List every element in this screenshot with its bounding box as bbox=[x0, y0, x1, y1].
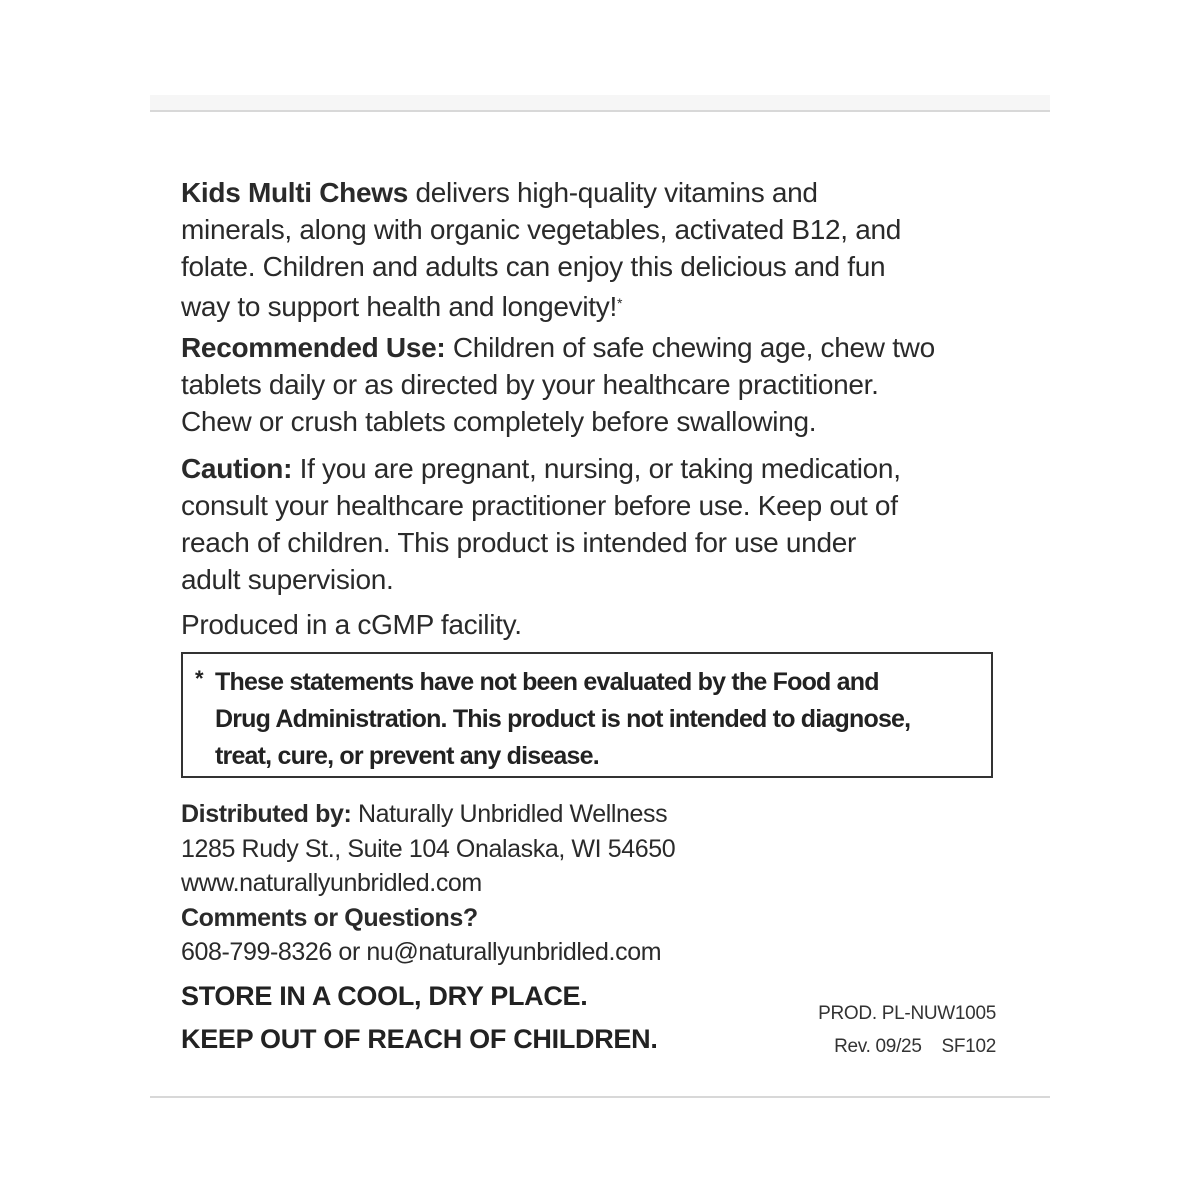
asterisk: * bbox=[616, 295, 623, 311]
distributor-address: 1285 Rudy St., Suite 104 Onalaska, WI 54650 bbox=[181, 834, 676, 863]
description-line: minerals, along with organic vegetables, activated B12, and bbox=[181, 214, 902, 245]
caution-line: consult your healthcare practitioner before use. Keep out of bbox=[181, 490, 898, 521]
comments-label: Comments or Questions? bbox=[181, 903, 478, 932]
fda-disclaimer-box bbox=[181, 652, 993, 778]
storage-line: STORE IN A COOL, DRY PLACE. bbox=[181, 981, 588, 1011]
product-name: Kids Multi Chews bbox=[181, 177, 408, 208]
product-description bbox=[181, 174, 901, 325]
caution bbox=[181, 450, 901, 598]
caution-line: If you are pregnant, nursing, or taking medication, bbox=[292, 453, 901, 484]
caution-label: Caution: bbox=[181, 453, 293, 484]
disclaimer-line: treat, cure, or prevent any disease. bbox=[215, 742, 599, 770]
recommended-use bbox=[181, 329, 935, 440]
recommended-use-line: tablets daily or as directed by your healthcare practitioner. bbox=[181, 369, 879, 400]
distributor-label: Distributed by: bbox=[181, 800, 352, 828]
top-divider bbox=[150, 95, 1050, 112]
description-line: delivers high-quality vitamins and bbox=[408, 177, 818, 208]
caution-line: reach of children. This product is intended for use under bbox=[181, 527, 857, 558]
distributor-website: www.naturallyunbridled.com bbox=[181, 869, 482, 897]
contact-info: 608-799-8326 or nu@naturallyunbridled.com bbox=[181, 938, 662, 966]
bottom-divider bbox=[150, 1096, 1050, 1098]
storage-instructions bbox=[181, 975, 658, 1061]
facility-statement: Produced in a cGMP facility. bbox=[181, 609, 522, 640]
product-code bbox=[818, 997, 996, 1063]
caution-line: adult supervision. bbox=[181, 564, 394, 595]
storage-line: KEEP OUT OF REACH OF CHILDREN. bbox=[181, 1024, 658, 1054]
distributor-name: Naturally Unbridled Wellness bbox=[351, 800, 668, 828]
description-line: way to support health and longevity! bbox=[181, 291, 617, 322]
asterisk: * bbox=[195, 666, 203, 691]
description-line: folate. Children and adults can enjoy this delicious and fun bbox=[181, 251, 886, 282]
recommended-use-label: Recommended Use: bbox=[181, 332, 446, 363]
disclaimer-line: Drug Administration. This product is not intended to diagnose, bbox=[215, 705, 911, 733]
revision-code: Rev. 09/25 SF102 bbox=[834, 1036, 996, 1057]
recommended-use-line: Children of safe chewing age, chew two bbox=[445, 332, 935, 363]
recommended-use-line: Chew or crush tablets completely before swallowing. bbox=[181, 406, 817, 437]
distributor-info bbox=[181, 797, 675, 970]
prod-code: PROD. PL-NUW1005 bbox=[818, 1003, 996, 1024]
disclaimer-line: These statements have not been evaluated by the Food and bbox=[215, 668, 879, 696]
